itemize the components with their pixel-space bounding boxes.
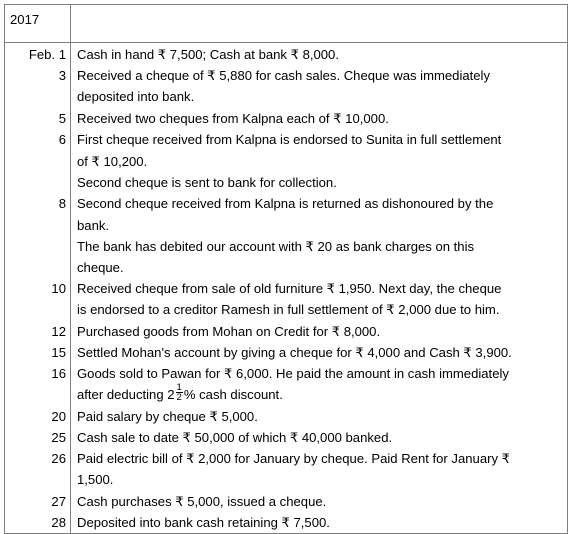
entry-text-line: 1,500. xyxy=(77,472,114,487)
entry-text-line: is endorsed to a creditor Ramesh in full settlement of ₹ 2,000 due to him. xyxy=(77,302,500,317)
entry-date-spacer xyxy=(5,172,66,193)
entry-date: 27 xyxy=(51,494,66,509)
entry-text-line: Goods sold to Pawan for ₹ 6,000. He paid the amount in cash immediately xyxy=(77,366,509,381)
entry-date: 16 xyxy=(51,366,66,381)
discount-text-before: after deducting 2 xyxy=(77,387,175,402)
entry-text-line: Purchased goods from Mohan on Credit for ₹ 8,000. xyxy=(77,324,381,339)
entry-text-line: Second cheque is sent to bank for collection. xyxy=(77,175,337,190)
entry-text-line: cheque. xyxy=(77,260,124,275)
entry-date: 8 xyxy=(58,196,66,211)
description-header xyxy=(71,5,568,43)
entry-text-line: Second cheque received from Kalpna is returned as dishonoured by the xyxy=(77,196,494,211)
entry-date: 3 xyxy=(58,68,66,83)
entry-date: 10 xyxy=(51,281,66,296)
entry-text-line: Cash in hand ₹ 7,500; Cash at bank ₹ 8,000. xyxy=(77,47,339,62)
discount-text-after: % cash discount. xyxy=(183,387,283,402)
year-header: 2017 xyxy=(5,5,71,43)
table-header-row xyxy=(5,5,568,43)
entry-text-line: Cash sale to date ₹ 50,000 of which ₹ 40,000 banked. xyxy=(77,430,393,445)
entry-text-line: deposited into bank. xyxy=(77,89,195,104)
entry-text-line: Settled Mohan's account by giving a cheque for ₹ 4,000 and Cash ₹ 3,900. xyxy=(77,345,512,360)
entry-text-line: Paid salary by cheque ₹ 5,000. xyxy=(77,409,258,424)
entry-text-line: Cash purchases ₹ 5,000, issued a cheque. xyxy=(77,494,327,509)
description-column xyxy=(71,43,568,534)
entry-text-line: of ₹ 10,200. xyxy=(77,154,148,169)
entry-text-line: Received a cheque of ₹ 5,880 for cash sales. Cheque was immediately xyxy=(77,68,491,83)
entry-text-line: Deposited into bank cash retaining ₹ 7,500. xyxy=(77,515,330,530)
table-body-row xyxy=(5,43,568,534)
entry-date-spacer xyxy=(5,86,66,108)
entry-text-line: bank. xyxy=(77,218,110,233)
entry-text-line: Received two cheques from Kalpna each of ₹ 10,000. xyxy=(77,111,389,126)
fraction-denominator: 2 xyxy=(176,392,182,404)
transactions-table xyxy=(4,4,568,534)
entry-discount-line xyxy=(77,384,563,406)
fraction xyxy=(176,383,183,402)
entry-date-spacer xyxy=(5,257,66,278)
entry-date: Feb. 1 xyxy=(28,47,66,62)
entry-text-line: The bank has debited our account with ₹ 20 as bank charges on this xyxy=(77,239,475,254)
entry-date: 25 xyxy=(51,430,66,445)
entry-date-spacer xyxy=(5,384,66,406)
entry-text-line: Received cheque from sale of old furniture ₹ 1,950. Next day, the cheque xyxy=(77,281,502,296)
entry-date-spacer xyxy=(5,299,66,321)
entry-text-line: First cheque received from Kalpna is endorsed to Sunita in full settlement xyxy=(77,132,502,147)
entry-date: 26 xyxy=(51,451,66,466)
entry-date-spacer xyxy=(5,469,66,491)
entry-text-line: Paid electric bill of ₹ 2,000 for January by cheque. Paid Rent for January ₹ xyxy=(77,451,510,466)
entry-date: 5 xyxy=(58,111,66,126)
entry-date-spacer xyxy=(5,215,66,236)
entry-date: 12 xyxy=(51,324,66,339)
entry-date: 6 xyxy=(58,132,66,147)
date-column xyxy=(5,43,71,534)
entry-date-spacer xyxy=(5,151,66,172)
entry-date: 20 xyxy=(51,409,66,424)
entry-date-spacer xyxy=(5,236,66,257)
entry-date: 15 xyxy=(51,345,66,360)
fraction-numerator: 1 xyxy=(176,382,182,394)
entry-date: 28 xyxy=(51,515,66,530)
